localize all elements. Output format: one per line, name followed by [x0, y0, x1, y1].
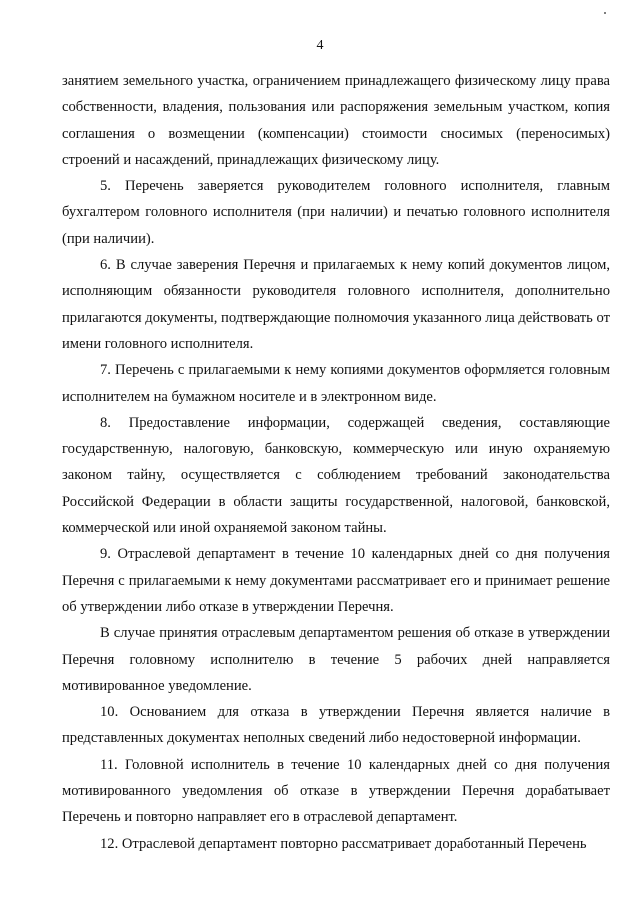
paragraph: В случае принятия отраслевым департаментом решения об отказе в утверждении Перечня головному исполнителю в течение 5 рабочих дней направляется мотивированное уведомление.: [62, 625, 610, 694]
page-number: 4: [316, 38, 324, 53]
paragraph: 11. Головной исполнитель в течение 10 календарных дней со дня получения мотивированного уведомления об отказе в утверждении Перечня дорабатывает Перечень и повторно направляет его в отраслевой департамент.: [62, 756, 610, 826]
paragraph: 8. Предоставление информации, содержащей сведения, составляющие государственную, налоговую, банковскую, коммерческую или иную охраняемую законом тайну, осуществляется с соблюдением требований законодательства Российской Федерации в области защиты государственной, налоговой, банковской, коммерческой или иной охраняемой законом тайны.: [62, 414, 610, 537]
paragraph: 9. Отраслевой департамент в течение 10 календарных дней со дня получения Перечня с прилагаемыми к нему документами рассматривает его и принимает решение об утверждении либо отказе в утверждении Перечня.: [62, 546, 610, 615]
paragraph: 6. В случае заверения Перечня и прилагаемых к нему копий документов лицом, исполняющим обязанности руководителя головного исполнителя, дополнительно прилагаются документы, подтверждающие полномочия указанного лица действовать от имени головного исполнителя.: [62, 257, 610, 352]
paragraph: 12. Отраслевой департамент повторно рассматривает доработанный Перечень: [100, 835, 587, 852]
scan-speck: [604, 12, 606, 14]
document-body: [62, 68, 610, 857]
paragraph: 5. Перечень заверяется руководителем головного исполнителя, главным бухгалтером головного исполнителя (при наличии) и печатью головного исполнителя (при наличии).: [62, 178, 610, 247]
paragraph: занятием земельного участка, ограничением принадлежащего физическому лицу права собственности, владения, пользования или распоряжения земельным участком, копия соглашения о возмещении (компенсации) стоимости сносимых (переносимых) строений и насаждений, принадлежащих физическому лицу.: [62, 73, 610, 168]
paragraph: 10. Основанием для отказа в утверждении Перечня является наличие в представленных документах неполных сведений либо недостоверной информации.: [62, 704, 610, 747]
paragraph: 7. Перечень с прилагаемыми к нему копиями документов оформляется головным исполнителем на бумажном носителе и в электронном виде.: [62, 362, 610, 405]
